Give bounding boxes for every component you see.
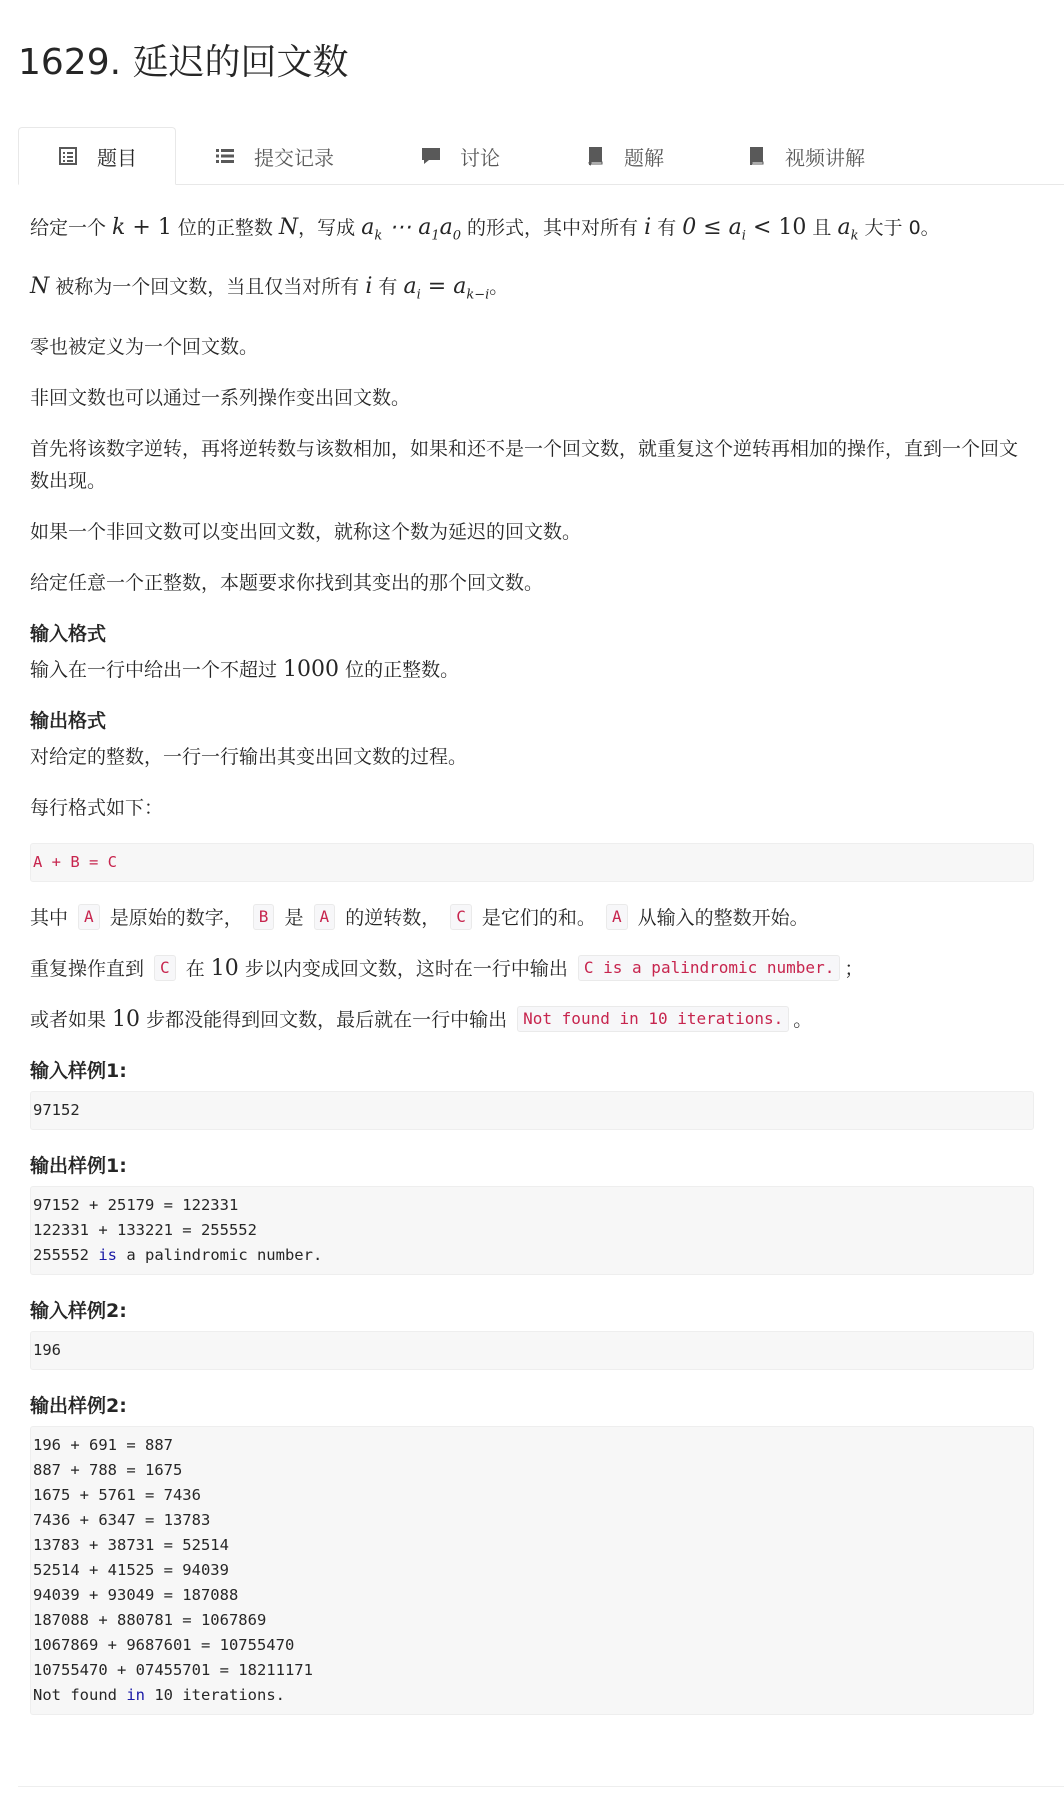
- sample-code-block[interactable]: 196: [30, 1331, 1034, 1370]
- output-format-repeat: 重复操作直到 C 在 10 步以内变成回文数，这时在一行中输出 C is a palindromic number. ；: [30, 955, 864, 981]
- tab-label: 提交记录: [254, 145, 334, 170]
- output-format-text: 对给定的整数，一行一行输出其变出回文数的过程。: [30, 745, 468, 768]
- statement-paragraph: 零也被定义为一个回文数。: [30, 335, 259, 358]
- statement-paragraph: N 被称为一个回文数，当且仅当对所有 i 有 $a_i = a_{k-i}$。: [30, 274, 509, 303]
- sample-heading: 输入样例2:: [30, 1299, 127, 1322]
- sample-heading: 输入样例1:: [30, 1059, 127, 1082]
- tab-label: 讨论: [460, 145, 500, 170]
- input-format-text: 输入在一行中给出一个不超过 1000 位的正整数。: [30, 656, 460, 682]
- book-icon: [584, 145, 606, 167]
- sample-heading: 输出样例1:: [30, 1154, 127, 1177]
- statement-paragraph: 给定一个 k + 1 位的正整数 N，写成 $a_k$ ⋯ $a_1a_0$ 的形式，其中对所有 i 有 $0 \le a_i < 10$ 且 $a_k$ 大于 0。: [30, 215, 940, 244]
- statement-paragraph: 如果一个非回文数可以变出回文数，就称这个数为延迟的回文数。: [30, 520, 582, 543]
- output-format-text: 每行格式如下：: [30, 796, 164, 819]
- tab-submissions[interactable]: [214, 127, 334, 185]
- problem-content: [30, 212, 1034, 1735]
- output-format-explain: 其中 A 是原始的数字， B 是 A 的逆转数， C 是它们的和。 A 从输入的整数开始。: [30, 902, 1034, 934]
- sample-code-block[interactable]: 97152 + 25179 = 122331 122331 + 133221 = 255552 255552 is a palindromic number.: [30, 1186, 1034, 1275]
- page-title: 1629. 延迟的回文数: [18, 42, 349, 83]
- tab-label: 视频讲解: [785, 145, 865, 170]
- section-heading: 输入格式: [30, 622, 107, 645]
- statement-paragraph: 给定任意一个正整数，本题要求你找到其变出的那个回文数。: [30, 571, 544, 594]
- document-list-icon: [57, 145, 79, 167]
- output-format-notfound: 或者如果 10 步都没能得到回文数，最后就在一行中输出 Not found in 10 iterations. 。: [30, 1006, 813, 1032]
- sample-code-block[interactable]: 97152: [30, 1091, 1034, 1130]
- format-code-block: A + B = C: [30, 843, 1034, 882]
- sample-code-block[interactable]: 196 + 691 = 887 887 + 788 = 1675 1675 + 5761 = 7436 7436 + 6347 = 13783 13783 + 38731 = 52514 52514 + 41525 = 94039 94039 + 93049 = 187088 187088 + 880781 = 1067869 1067869 + 9687601 = 10755470 10755470 + 07455701 = 18211171 Not found in 10 iterations.: [30, 1426, 1034, 1715]
- sample-heading: 输出样例2:: [30, 1394, 127, 1417]
- book-icon: [745, 145, 767, 167]
- tab-bar: [18, 127, 1064, 185]
- bottom-divider: [18, 1786, 1064, 1787]
- tab-label: 题解: [624, 145, 664, 170]
- chat-bubble-icon: [420, 145, 442, 167]
- section-heading: 输出格式: [30, 709, 107, 732]
- tab-label: 题目: [97, 145, 137, 170]
- statement-paragraph: 非回文数也可以通过一系列操作变出回文数。: [30, 386, 411, 409]
- tab-discussion[interactable]: [420, 127, 500, 185]
- statement-paragraph: 首先将该数字逆转，再将逆转数与该数相加，如果和还不是一个回文数，就重复这个逆转再相加的操作，直到一个回文数出现。: [30, 437, 1019, 492]
- list-icon: [214, 145, 236, 167]
- tab-video[interactable]: [745, 127, 865, 185]
- tab-solutions[interactable]: [584, 127, 664, 185]
- tab-problem[interactable]: [18, 127, 176, 185]
